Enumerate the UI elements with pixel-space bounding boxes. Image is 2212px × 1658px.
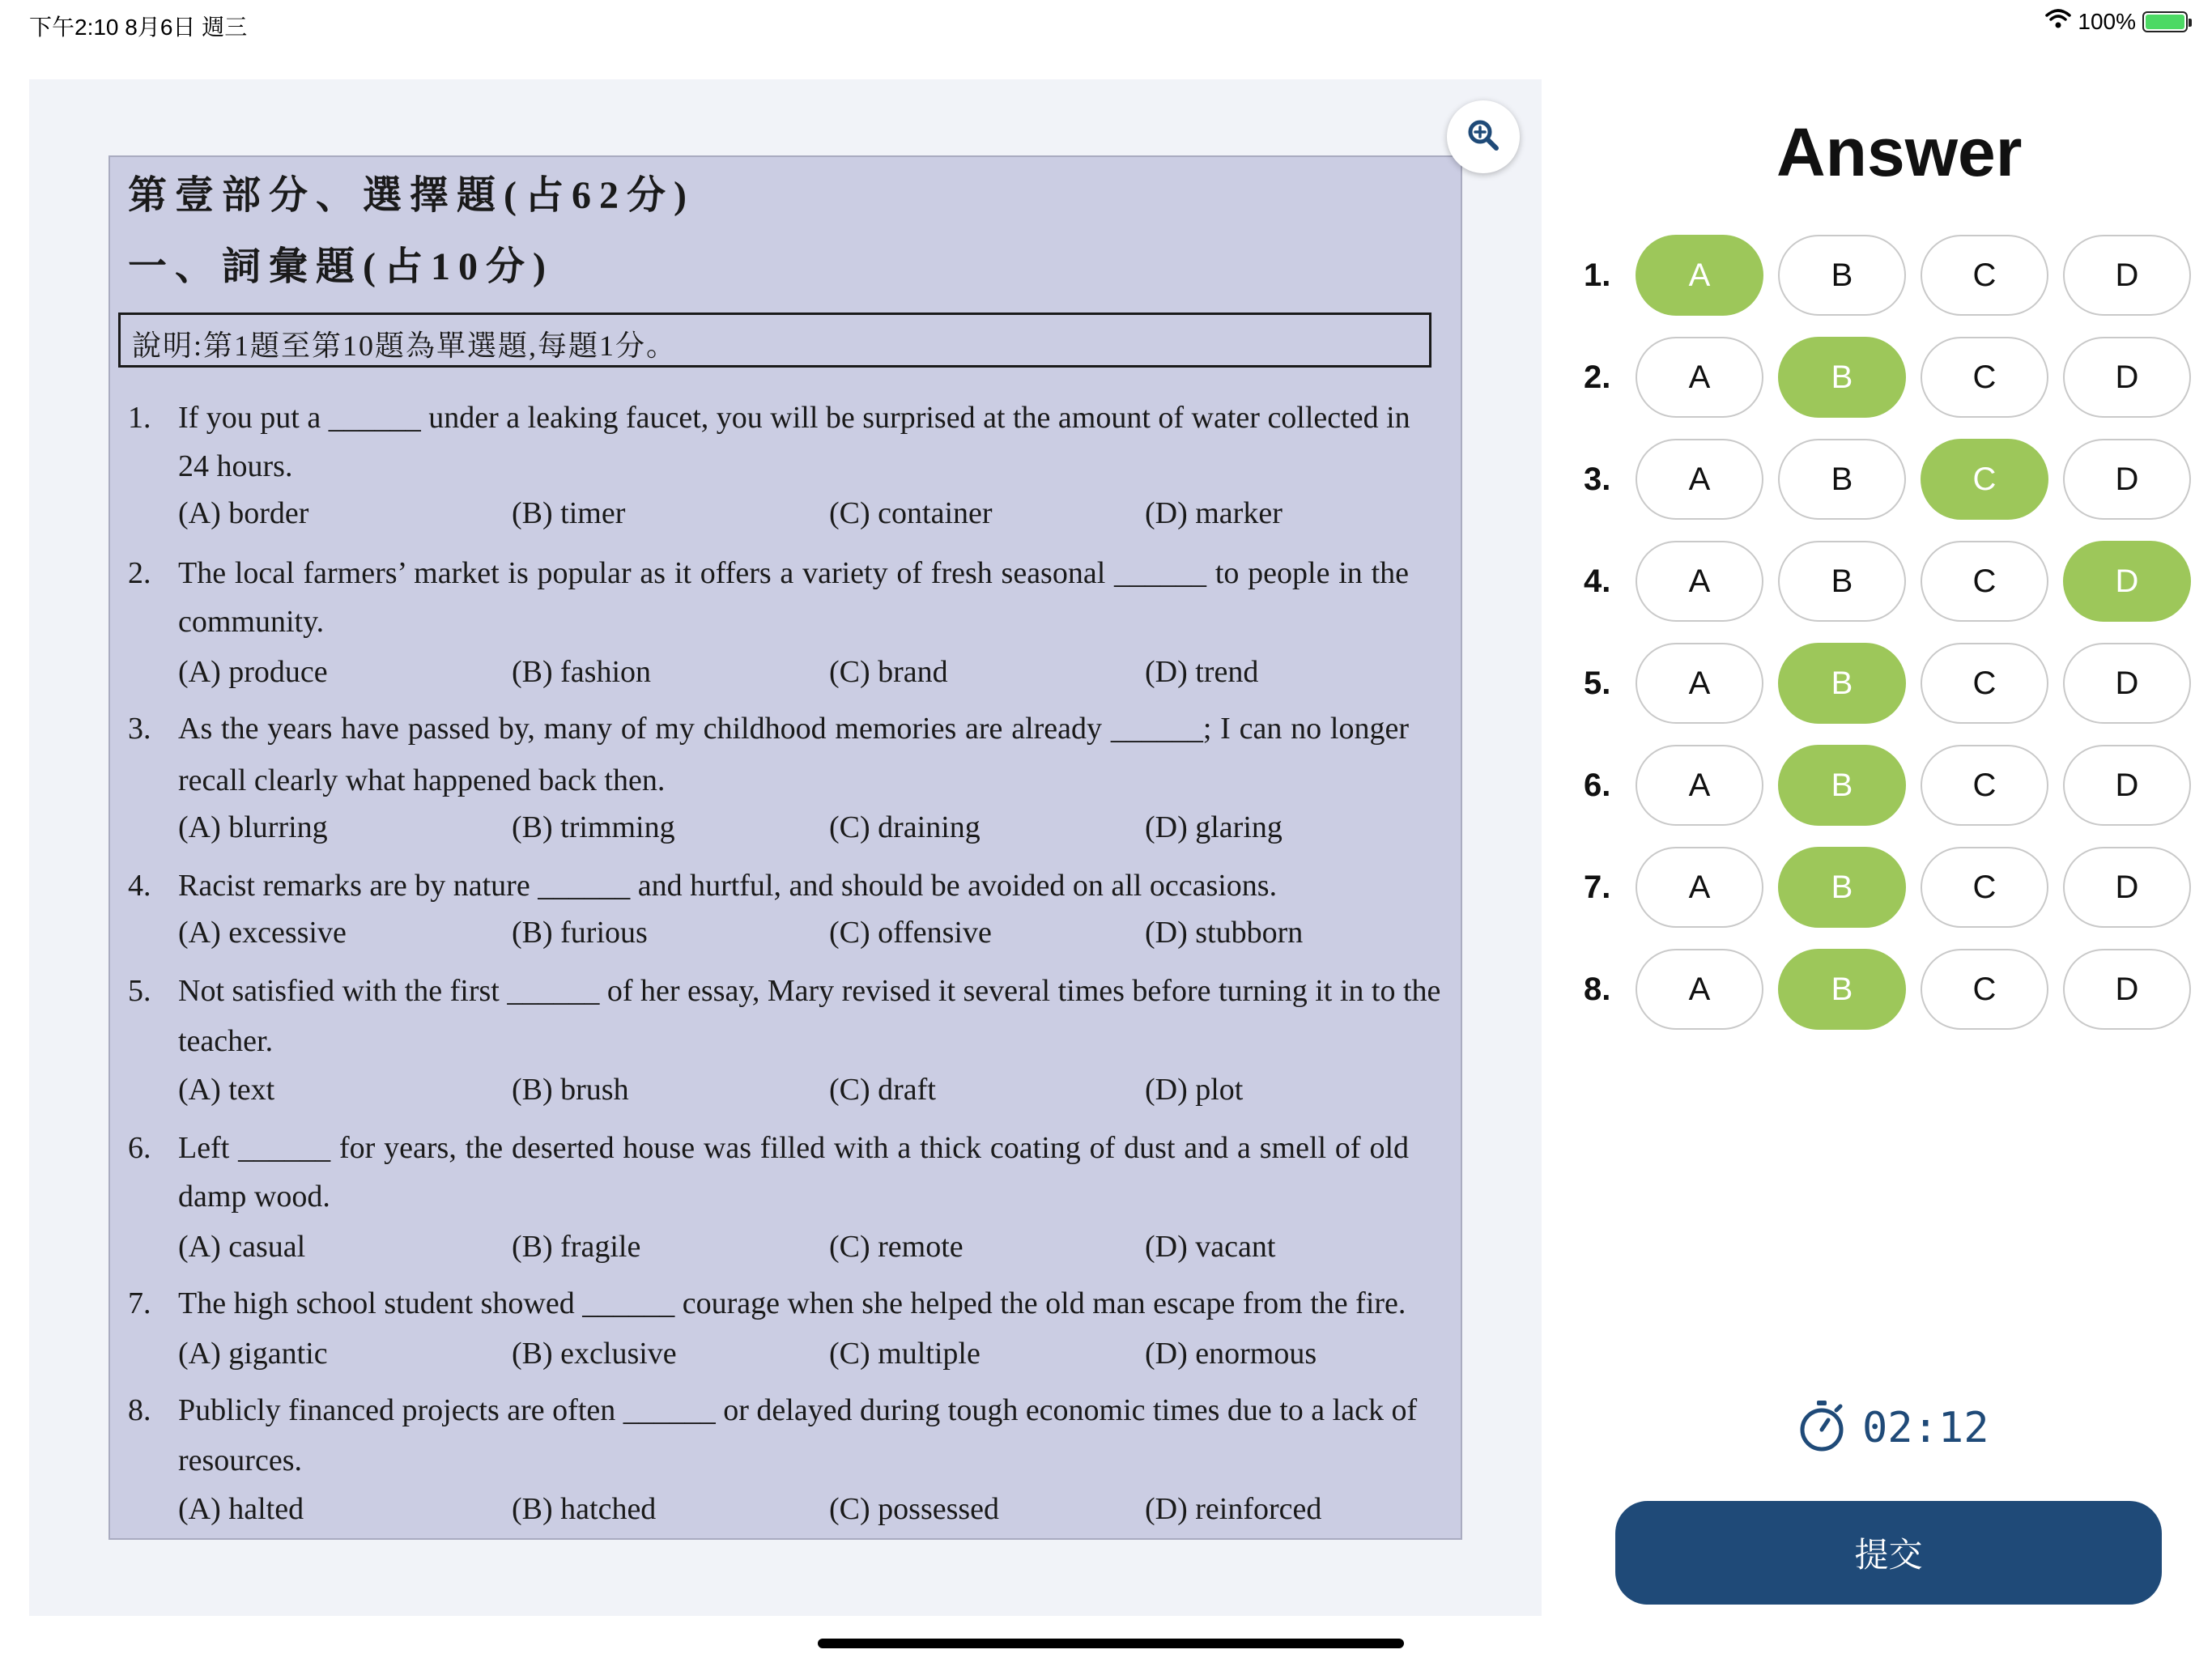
answer-choice-c[interactable]: C <box>1921 745 2048 826</box>
option-b: (B) fashion <box>512 655 652 689</box>
question-text-line: The high school student showed ______ courage when she helped the old man escape from the fire. <box>178 1286 1406 1320</box>
question-number: 5. <box>128 974 151 1008</box>
answer-choice-a[interactable]: A <box>1636 643 1763 724</box>
option-a: (A) gigantic <box>178 1337 328 1371</box>
battery-percent: 100% <box>2078 8 2136 34</box>
question-row-number: 5. <box>1584 665 1611 701</box>
option-d: (D) trend <box>1145 655 1259 689</box>
timer <box>1797 1399 1989 1456</box>
question-text-line: community. <box>178 605 325 639</box>
answer-choice-d[interactable]: D <box>2063 745 2191 826</box>
question-text-line: recall clearly what happened back then. <box>178 763 666 797</box>
question-row-number: 1. <box>1584 257 1611 293</box>
answer-choice-a[interactable]: A <box>1636 541 1763 622</box>
option-a: (A) produce <box>178 655 328 689</box>
answer-choice-a[interactable]: A <box>1636 337 1763 418</box>
answer-choice-c[interactable]: C <box>1921 643 2048 724</box>
question-text-line: Racist remarks are by nature ______ and hurtful, and should be avoided on all occasions. <box>178 869 1278 903</box>
answer-choice-d[interactable]: D <box>2063 643 2191 724</box>
answer-choice-a[interactable]: A <box>1636 949 1763 1030</box>
answer-choice-b[interactable]: B <box>1778 337 1906 418</box>
option-c: (C) container <box>829 496 993 530</box>
answer-choice-b[interactable]: B <box>1778 847 1906 928</box>
option-a: (A) halted <box>178 1492 304 1526</box>
option-d: (D) plot <box>1145 1073 1244 1107</box>
option-b: (B) brush <box>512 1073 629 1107</box>
question-number: 4. <box>128 869 151 903</box>
question-row-number: 6. <box>1584 767 1611 803</box>
option-c: (C) draining <box>829 810 981 844</box>
answer-choice-c[interactable]: C <box>1921 847 2048 928</box>
answer-choice-c[interactable]: C <box>1921 337 2048 418</box>
zoom-button[interactable] <box>1447 100 1520 173</box>
option-c: (C) draft <box>829 1073 936 1107</box>
option-b: (B) timer <box>512 496 626 530</box>
question-text-line: Left ______ for years, the deserted house was filled with a thick coating of dust and a smell of old <box>178 1131 1409 1165</box>
option-d: (D) reinforced <box>1145 1492 1322 1526</box>
answer-choice-b[interactable]: B <box>1778 541 1906 622</box>
submit-button[interactable]: 提交 <box>1615 1501 2162 1605</box>
option-d: (D) glaring <box>1145 810 1283 844</box>
option-c: (C) possessed <box>829 1492 1000 1526</box>
option-c: (C) brand <box>829 655 948 689</box>
option-d: (D) enormous <box>1145 1337 1317 1371</box>
option-c: (C) multiple <box>829 1337 981 1371</box>
answer-choice-d[interactable]: D <box>2063 847 2191 928</box>
option-d: (D) stubborn <box>1145 916 1304 950</box>
status-time-date: 下午2:10 8月6日 週三 <box>29 15 248 40</box>
answer-choice-c[interactable]: C <box>1921 949 2048 1030</box>
answer-choice-a[interactable]: A <box>1636 235 1763 316</box>
answer-choice-b[interactable]: B <box>1778 439 1906 520</box>
option-b: (B) fragile <box>512 1230 641 1264</box>
answer-choice-d[interactable]: D <box>2063 439 2191 520</box>
answer-choice-d[interactable]: D <box>2063 541 2191 622</box>
answer-choice-a[interactable]: A <box>1636 847 1763 928</box>
option-b: (B) furious <box>512 916 648 950</box>
question-text-line: Publicly financed projects are often ______ or delayed during tough economic times due to a lack of <box>178 1393 1418 1427</box>
answer-choice-c[interactable]: C <box>1921 235 2048 316</box>
zoom-in-magnifier-icon <box>1465 117 1501 157</box>
option-d: (D) marker <box>1145 496 1283 530</box>
question-row-number: 8. <box>1584 971 1611 1007</box>
answer-choice-c[interactable]: C <box>1921 439 2048 520</box>
answer-choice-d[interactable]: D <box>2063 949 2191 1030</box>
question-text-line: 24 hours. <box>178 449 293 483</box>
option-c: (C) remote <box>829 1230 963 1264</box>
option-a: (A) casual <box>178 1230 306 1264</box>
option-b: (B) trimming <box>512 810 675 844</box>
question-row-number: 2. <box>1584 359 1611 395</box>
question-number: 2. <box>128 556 151 590</box>
question-number: 8. <box>128 1393 151 1427</box>
question-number: 1. <box>128 401 151 435</box>
question-row-number: 4. <box>1584 563 1611 599</box>
answer-choice-a[interactable]: A <box>1636 439 1763 520</box>
question-text-line: If you put a ______ under a leaking faucet, you will be surprised at the amount of water collected in <box>178 401 1410 435</box>
option-b: (B) exclusive <box>512 1337 677 1371</box>
question-text-line: damp wood. <box>178 1180 330 1214</box>
instruction-box: 說明:第1題至第10題為單選題,每題1分。 <box>118 312 1431 368</box>
question-text-line: As the years have passed by, many of my childhood memories are already ______; I can no longer <box>178 712 1409 746</box>
question-number: 3. <box>128 712 151 746</box>
answer-choice-d[interactable]: D <box>2063 235 2191 316</box>
stopwatch-icon <box>1797 1399 1846 1456</box>
question-text-line: The local farmers’ market is popular as it offers a variety of fresh seasonal ______ to people in the <box>178 556 1409 590</box>
question-text-line: resources. <box>178 1443 302 1477</box>
answer-title: Answer <box>1776 114 2023 190</box>
option-a: (A) excessive <box>178 916 347 950</box>
option-a: (A) blurring <box>178 810 328 844</box>
answer-choice-b[interactable]: B <box>1778 235 1906 316</box>
question-number: 6. <box>128 1131 151 1165</box>
question-text-line: Not satisfied with the first ______ of her essay, Mary revised it several times before turning it in to the <box>178 974 1441 1008</box>
answer-choice-a[interactable]: A <box>1636 745 1763 826</box>
battery-charging-icon <box>2142 11 2188 32</box>
option-d: (D) vacant <box>1145 1230 1276 1264</box>
answer-choice-b[interactable]: B <box>1778 643 1906 724</box>
answer-choice-c[interactable]: C <box>1921 541 2048 622</box>
option-a: (A) text <box>178 1073 275 1107</box>
answer-choice-b[interactable]: B <box>1778 745 1906 826</box>
answer-choice-d[interactable]: D <box>2063 337 2191 418</box>
option-c: (C) offensive <box>829 916 992 950</box>
option-b: (B) hatched <box>512 1492 657 1526</box>
status-indicators <box>2045 8 2188 35</box>
question-number: 7. <box>128 1286 151 1320</box>
section-title: 一、詞彙題(占10分) <box>128 245 554 288</box>
question-row-number: 7. <box>1584 869 1611 905</box>
home-indicator[interactable] <box>818 1639 1404 1648</box>
question-row-number: 3. <box>1584 461 1611 497</box>
question-text-line: teacher. <box>178 1024 274 1058</box>
option-a: (A) border <box>178 496 309 530</box>
answer-choice-b[interactable]: B <box>1778 949 1906 1030</box>
timer-text: 02:12 <box>1862 1403 1989 1452</box>
wifi-icon <box>2045 8 2071 35</box>
exam-paper <box>108 155 1462 1540</box>
part-title: 第壹部分、選擇題(占62分) <box>128 174 695 217</box>
